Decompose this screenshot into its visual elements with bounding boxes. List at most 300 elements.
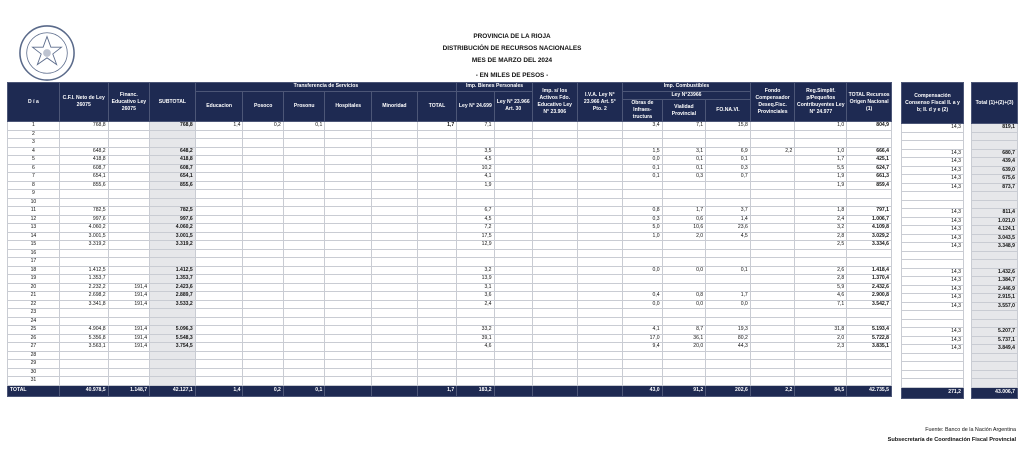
table-row bbox=[972, 277, 1018, 286]
cell-iva bbox=[577, 207, 623, 216]
cell-bienes1 bbox=[457, 258, 494, 267]
cell-subtotal: 1.412,5 bbox=[150, 266, 196, 275]
col-vialidad: Vialidad Provincial bbox=[662, 100, 706, 122]
cell-hospitales bbox=[325, 190, 372, 199]
cell-reg bbox=[795, 198, 847, 207]
table-row bbox=[972, 336, 1018, 345]
cell-financ bbox=[108, 309, 149, 318]
table-row bbox=[8, 241, 892, 250]
cell-iva bbox=[577, 241, 623, 250]
cell-reg: 5,5 bbox=[795, 164, 847, 173]
cell-bienes1: 2,4 bbox=[457, 300, 494, 309]
cell-prosonu bbox=[283, 283, 324, 292]
cell-financ bbox=[108, 351, 149, 360]
total-bienes1: 183,2 bbox=[457, 385, 494, 396]
cell-fonavi: 1,4 bbox=[706, 215, 751, 224]
total-minoridad bbox=[372, 385, 418, 396]
cell-comp: 14,3 bbox=[902, 277, 964, 286]
cell-total bbox=[417, 181, 456, 190]
cell-total bbox=[417, 317, 456, 326]
cell-cfi bbox=[59, 377, 108, 386]
table-row bbox=[8, 122, 892, 131]
cell-activos bbox=[532, 130, 577, 139]
cell-minoridad bbox=[372, 351, 418, 360]
cell-subtotal: 997,6 bbox=[150, 215, 196, 224]
cell-financ bbox=[108, 156, 149, 165]
cell-iva bbox=[577, 275, 623, 284]
table-row bbox=[972, 319, 1018, 328]
cell-activos bbox=[532, 122, 577, 131]
cell-vialidad: 0,8 bbox=[662, 292, 706, 301]
cell-bienes1 bbox=[457, 309, 494, 318]
cell-comp: 14,3 bbox=[902, 243, 964, 252]
cell-bienes2 bbox=[494, 360, 532, 369]
cell-comp: 14,3 bbox=[902, 217, 964, 226]
cell-iva bbox=[577, 283, 623, 292]
cell-comp: 14,3 bbox=[902, 124, 964, 133]
cell-vialidad bbox=[662, 190, 706, 199]
cell-financ bbox=[108, 173, 149, 182]
table-row bbox=[902, 353, 964, 362]
table-row bbox=[902, 124, 964, 133]
cell-dia: 22 bbox=[8, 300, 60, 309]
cell-vialidad bbox=[662, 181, 706, 190]
cell-minoridad bbox=[372, 249, 418, 258]
cell-bienes2 bbox=[494, 377, 532, 386]
cell-comp: 14,3 bbox=[902, 209, 964, 218]
cell-obras bbox=[623, 317, 662, 326]
cell-iva bbox=[577, 258, 623, 267]
cell-fonavi bbox=[706, 190, 751, 199]
cell-activos bbox=[532, 173, 577, 182]
cell-iva bbox=[577, 130, 623, 139]
cell-total bbox=[417, 198, 456, 207]
cell-total_rec: 1.370,4 bbox=[847, 275, 892, 284]
cell-bienes2 bbox=[494, 266, 532, 275]
cell-cfi: 1.353,7 bbox=[59, 275, 108, 284]
cell-fondo bbox=[750, 173, 795, 182]
cell-prosonu bbox=[283, 215, 324, 224]
table-row bbox=[8, 309, 892, 318]
cell-bienes2 bbox=[494, 207, 532, 216]
cell-educacion bbox=[195, 249, 243, 258]
cell-obras bbox=[623, 283, 662, 292]
cell-posoco bbox=[243, 334, 283, 343]
office-name: Subsecretaría de Coordinación Fiscal Provincial bbox=[887, 437, 1016, 443]
cell-total_rec bbox=[847, 368, 892, 377]
cell-educacion bbox=[195, 377, 243, 386]
cell-bienes1: 7,2 bbox=[457, 224, 494, 233]
cell-obras bbox=[623, 275, 662, 284]
cell-total-final: 1.384,7 bbox=[972, 277, 1018, 286]
cell-total bbox=[417, 156, 456, 165]
cell-subtotal bbox=[150, 130, 196, 139]
cell-comp: 14,3 bbox=[902, 166, 964, 175]
cell-fonavi: 0,7 bbox=[706, 173, 751, 182]
cell-subtotal bbox=[150, 317, 196, 326]
cell-dia: 1 bbox=[8, 122, 60, 131]
table-row bbox=[902, 175, 964, 184]
table-row bbox=[8, 198, 892, 207]
cell-fonavi: 80,2 bbox=[706, 334, 751, 343]
cell-cfi bbox=[59, 309, 108, 318]
cell-subtotal bbox=[150, 258, 196, 267]
cell-posoco bbox=[243, 207, 283, 216]
cell-fondo bbox=[750, 232, 795, 241]
cell-reg: 1,8 bbox=[795, 207, 847, 216]
table-row bbox=[972, 260, 1018, 269]
cell-bienes2 bbox=[494, 156, 532, 165]
cell-bienes1: 4,5 bbox=[457, 156, 494, 165]
cell-hospitales bbox=[325, 258, 372, 267]
cell-hospitales bbox=[325, 224, 372, 233]
cell-posoco bbox=[243, 292, 283, 301]
cell-total-final bbox=[972, 192, 1018, 201]
cell-reg: 2,3 bbox=[795, 343, 847, 352]
table-row bbox=[902, 345, 964, 354]
cell-fonavi bbox=[706, 309, 751, 318]
table-row bbox=[972, 311, 1018, 320]
cell-cfi: 418,8 bbox=[59, 156, 108, 165]
cell-iva bbox=[577, 232, 623, 241]
cell-activos bbox=[532, 266, 577, 275]
cell-reg bbox=[795, 368, 847, 377]
cell-financ: 191,4 bbox=[108, 343, 149, 352]
cell-posoco bbox=[243, 164, 283, 173]
cell-subtotal: 4.060,2 bbox=[150, 224, 196, 233]
cell-activos bbox=[532, 275, 577, 284]
table-row bbox=[902, 302, 964, 311]
cell-comp bbox=[902, 251, 964, 260]
cell-comp bbox=[902, 353, 964, 362]
cell-obras bbox=[623, 360, 662, 369]
cell-obras bbox=[623, 181, 662, 190]
cell-obras bbox=[623, 249, 662, 258]
cell-total_rec: 2.900,8 bbox=[847, 292, 892, 301]
cell-comp: 14,3 bbox=[902, 336, 964, 345]
cell-dia: 28 bbox=[8, 351, 60, 360]
cell-subtotal: 3.319,2 bbox=[150, 241, 196, 250]
cell-total-final: 3.348,9 bbox=[972, 243, 1018, 252]
cell-bienes2 bbox=[494, 122, 532, 131]
cell-activos bbox=[532, 190, 577, 199]
cell-financ: 191,4 bbox=[108, 300, 149, 309]
cell-fonavi bbox=[706, 249, 751, 258]
cell-iva bbox=[577, 190, 623, 199]
cell-minoridad bbox=[372, 190, 418, 199]
cell-educacion bbox=[195, 351, 243, 360]
cell-total bbox=[417, 130, 456, 139]
cell-iva bbox=[577, 360, 623, 369]
cell-iva bbox=[577, 309, 623, 318]
cell-reg: 2,5 bbox=[795, 241, 847, 250]
total-fondo: 2,2 bbox=[750, 385, 795, 396]
cell-fonavi bbox=[706, 130, 751, 139]
report-period: MES DE MARZO DEL 2024 bbox=[471, 57, 553, 64]
cell-bienes2 bbox=[494, 224, 532, 233]
table-row bbox=[902, 200, 964, 209]
table-row bbox=[902, 166, 964, 175]
table-row bbox=[902, 328, 964, 337]
table-row bbox=[8, 156, 892, 165]
cell-financ bbox=[108, 317, 149, 326]
cell-prosonu bbox=[283, 156, 324, 165]
cell-cfi: 3.341,8 bbox=[59, 300, 108, 309]
cell-comp bbox=[902, 141, 964, 150]
cell-bienes1: 39,1 bbox=[457, 334, 494, 343]
cell-total bbox=[417, 360, 456, 369]
cell-total-final bbox=[972, 141, 1018, 150]
cell-fondo bbox=[750, 377, 795, 386]
cell-reg bbox=[795, 309, 847, 318]
cell-comp bbox=[902, 370, 964, 379]
cell-prosonu: 0,1 bbox=[283, 122, 324, 131]
cell-bienes2 bbox=[494, 241, 532, 250]
cell-prosonu bbox=[283, 190, 324, 199]
cell-total bbox=[417, 249, 456, 258]
cell-hospitales bbox=[325, 130, 372, 139]
cell-obras: 0,1 bbox=[623, 173, 662, 182]
cell-minoridad bbox=[372, 283, 418, 292]
cell-obras bbox=[623, 351, 662, 360]
col-iva: I.V.A. Ley N° 23.966 Art. 5° Pto. 2 bbox=[577, 83, 623, 122]
cell-bienes2 bbox=[494, 275, 532, 284]
table-row bbox=[972, 124, 1018, 133]
cell-subtotal bbox=[150, 360, 196, 369]
cell-posoco bbox=[243, 368, 283, 377]
table-row bbox=[8, 130, 892, 139]
cell-vialidad: 0,3 bbox=[662, 173, 706, 182]
cell-cfi: 5.356,8 bbox=[59, 334, 108, 343]
cell-hospitales bbox=[325, 249, 372, 258]
cell-dia: 29 bbox=[8, 360, 60, 369]
cell-financ bbox=[108, 249, 149, 258]
group-combustibles: Imp. Combustibles bbox=[623, 83, 751, 92]
total-educacion: 1,4 bbox=[195, 385, 243, 396]
table-row bbox=[972, 183, 1018, 192]
cell-total_rec bbox=[847, 249, 892, 258]
table-row bbox=[902, 132, 964, 141]
cell-financ bbox=[108, 130, 149, 139]
total-cfi: 40.978,5 bbox=[59, 385, 108, 396]
cell-posoco bbox=[243, 190, 283, 199]
cell-fonavi: 44,3 bbox=[706, 343, 751, 352]
cell-activos bbox=[532, 377, 577, 386]
cell-bienes2 bbox=[494, 326, 532, 335]
cell-subtotal bbox=[150, 368, 196, 377]
table-row bbox=[972, 192, 1018, 201]
cell-total-final: 680,7 bbox=[972, 149, 1018, 158]
cell-minoridad bbox=[372, 258, 418, 267]
distribution-table bbox=[7, 82, 892, 397]
cell-total_rec: 661,3 bbox=[847, 173, 892, 182]
col-compensacion: Compensación Consenso Fiscal II. a y b; II. d y e (2) bbox=[902, 83, 964, 124]
cell-dia: 5 bbox=[8, 156, 60, 165]
cell-cfi bbox=[59, 139, 108, 148]
cell-minoridad bbox=[372, 215, 418, 224]
cell-total bbox=[417, 207, 456, 216]
cell-total_rec: 5.722,8 bbox=[847, 334, 892, 343]
cell-financ bbox=[108, 275, 149, 284]
cell-vialidad bbox=[662, 249, 706, 258]
cell-iva bbox=[577, 164, 623, 173]
cell-fondo bbox=[750, 317, 795, 326]
cell-bienes1: 12,9 bbox=[457, 241, 494, 250]
cell-total_rec: 2.432,6 bbox=[847, 283, 892, 292]
table-row bbox=[972, 217, 1018, 226]
cell-prosonu bbox=[283, 360, 324, 369]
table-row bbox=[8, 283, 892, 292]
cell-prosonu bbox=[283, 207, 324, 216]
cell-educacion bbox=[195, 164, 243, 173]
cell-bienes1 bbox=[457, 198, 494, 207]
cell-financ bbox=[108, 224, 149, 233]
table-row bbox=[8, 173, 892, 182]
cell-activos bbox=[532, 147, 577, 156]
cell-educacion bbox=[195, 334, 243, 343]
cell-fondo bbox=[750, 292, 795, 301]
cell-dia: 10 bbox=[8, 198, 60, 207]
cell-prosonu bbox=[283, 139, 324, 148]
cell-dia: 12 bbox=[8, 215, 60, 224]
col-educacion: Educacion bbox=[195, 91, 243, 122]
cell-cfi: 4.904,8 bbox=[59, 326, 108, 335]
cell-educacion bbox=[195, 241, 243, 250]
cell-vialidad bbox=[662, 351, 706, 360]
cell-obras: 3,4 bbox=[623, 122, 662, 131]
cell-total-final: 819,1 bbox=[972, 124, 1018, 133]
cell-vialidad bbox=[662, 377, 706, 386]
cell-minoridad bbox=[372, 156, 418, 165]
cell-financ bbox=[108, 258, 149, 267]
cell-fondo bbox=[750, 334, 795, 343]
cell-fonavi bbox=[706, 198, 751, 207]
cell-total bbox=[417, 300, 456, 309]
cell-iva bbox=[577, 266, 623, 275]
cell-subtotal: 782,5 bbox=[150, 207, 196, 216]
cell-dia: 8 bbox=[8, 181, 60, 190]
cell-minoridad bbox=[372, 292, 418, 301]
cell-total-final: 5.737,1 bbox=[972, 336, 1018, 345]
cell-prosonu bbox=[283, 130, 324, 139]
total-vialidad: 91,2 bbox=[662, 385, 706, 396]
cell-cfi bbox=[59, 190, 108, 199]
cell-posoco bbox=[243, 326, 283, 335]
cell-financ bbox=[108, 207, 149, 216]
table-row bbox=[8, 377, 892, 386]
cell-total_rec: 804,9 bbox=[847, 122, 892, 131]
cell-posoco bbox=[243, 198, 283, 207]
cell-total-final: 1.432,6 bbox=[972, 268, 1018, 277]
cell-total: 1,7 bbox=[417, 122, 456, 131]
cell-total-final bbox=[972, 379, 1018, 388]
cell-educacion bbox=[195, 368, 243, 377]
col-reg-simplif: Reg.Simplif. p/Pequeños Contribuyentes Ley N° 24.977 bbox=[795, 83, 847, 122]
cell-total_rec: 624,7 bbox=[847, 164, 892, 173]
cell-cfi: 782,5 bbox=[59, 207, 108, 216]
table-row bbox=[972, 175, 1018, 184]
cell-dia: 26 bbox=[8, 334, 60, 343]
cell-activos bbox=[532, 164, 577, 173]
table-row bbox=[8, 164, 892, 173]
cell-bienes1 bbox=[457, 360, 494, 369]
cell-bienes2 bbox=[494, 232, 532, 241]
table-row bbox=[972, 294, 1018, 303]
cell-reg: 5,9 bbox=[795, 283, 847, 292]
total-obras: 43,0 bbox=[623, 385, 662, 396]
cell-prosonu bbox=[283, 368, 324, 377]
cell-iva bbox=[577, 198, 623, 207]
cell-reg bbox=[795, 360, 847, 369]
cell-bienes1 bbox=[457, 377, 494, 386]
cell-vialidad: 7,1 bbox=[662, 122, 706, 131]
cell-cfi: 648,2 bbox=[59, 147, 108, 156]
cell-subtotal bbox=[150, 249, 196, 258]
cell-comp: 14,3 bbox=[902, 175, 964, 184]
cell-total-final bbox=[972, 251, 1018, 260]
cell-fondo bbox=[750, 207, 795, 216]
cell-reg: 1,9 bbox=[795, 181, 847, 190]
table-row bbox=[902, 370, 964, 379]
cell-total_rec bbox=[847, 309, 892, 318]
cell-total_rec: 425,1 bbox=[847, 156, 892, 165]
table-row bbox=[902, 285, 964, 294]
cell-prosonu bbox=[283, 224, 324, 233]
total-financ: 1.148,7 bbox=[108, 385, 149, 396]
table-row bbox=[972, 141, 1018, 150]
cell-comp: 14,3 bbox=[902, 345, 964, 354]
table-row bbox=[972, 132, 1018, 141]
table-row bbox=[902, 277, 964, 286]
cell-posoco bbox=[243, 156, 283, 165]
table-row bbox=[8, 351, 892, 360]
table-row bbox=[8, 368, 892, 377]
cell-posoco bbox=[243, 249, 283, 258]
cell-fondo bbox=[750, 266, 795, 275]
cell-educacion bbox=[195, 181, 243, 190]
cell-iva bbox=[577, 249, 623, 258]
table-row bbox=[902, 192, 964, 201]
cell-vialidad bbox=[662, 317, 706, 326]
cell-fonavi: 0,3 bbox=[706, 164, 751, 173]
cell-educacion bbox=[195, 173, 243, 182]
cell-fonavi bbox=[706, 360, 751, 369]
cell-prosonu bbox=[283, 249, 324, 258]
cell-obras: 1,5 bbox=[623, 147, 662, 156]
cell-minoridad bbox=[372, 122, 418, 131]
cell-fonavi bbox=[706, 181, 751, 190]
cell-obras: 5,0 bbox=[623, 224, 662, 233]
table-row bbox=[972, 362, 1018, 371]
cell-total-final bbox=[972, 311, 1018, 320]
cell-cfi: 4.060,2 bbox=[59, 224, 108, 233]
total-subtotal: 42.127,1 bbox=[150, 385, 196, 396]
cell-dia: 15 bbox=[8, 241, 60, 250]
cell-fondo bbox=[750, 300, 795, 309]
cell-dia: 9 bbox=[8, 190, 60, 199]
cell-dia: 14 bbox=[8, 232, 60, 241]
cell-fonavi bbox=[706, 317, 751, 326]
cell-subtotal: 2.423,6 bbox=[150, 283, 196, 292]
cell-total_rec: 1.006,7 bbox=[847, 215, 892, 224]
cell-dia: 17 bbox=[8, 258, 60, 267]
cell-total-final: 5.207,7 bbox=[972, 328, 1018, 337]
cell-fonavi: 0,0 bbox=[706, 300, 751, 309]
total-total_rec: 42.735,5 bbox=[847, 385, 892, 396]
total-iva bbox=[577, 385, 623, 396]
cell-bienes2 bbox=[494, 147, 532, 156]
table-row bbox=[8, 249, 892, 258]
